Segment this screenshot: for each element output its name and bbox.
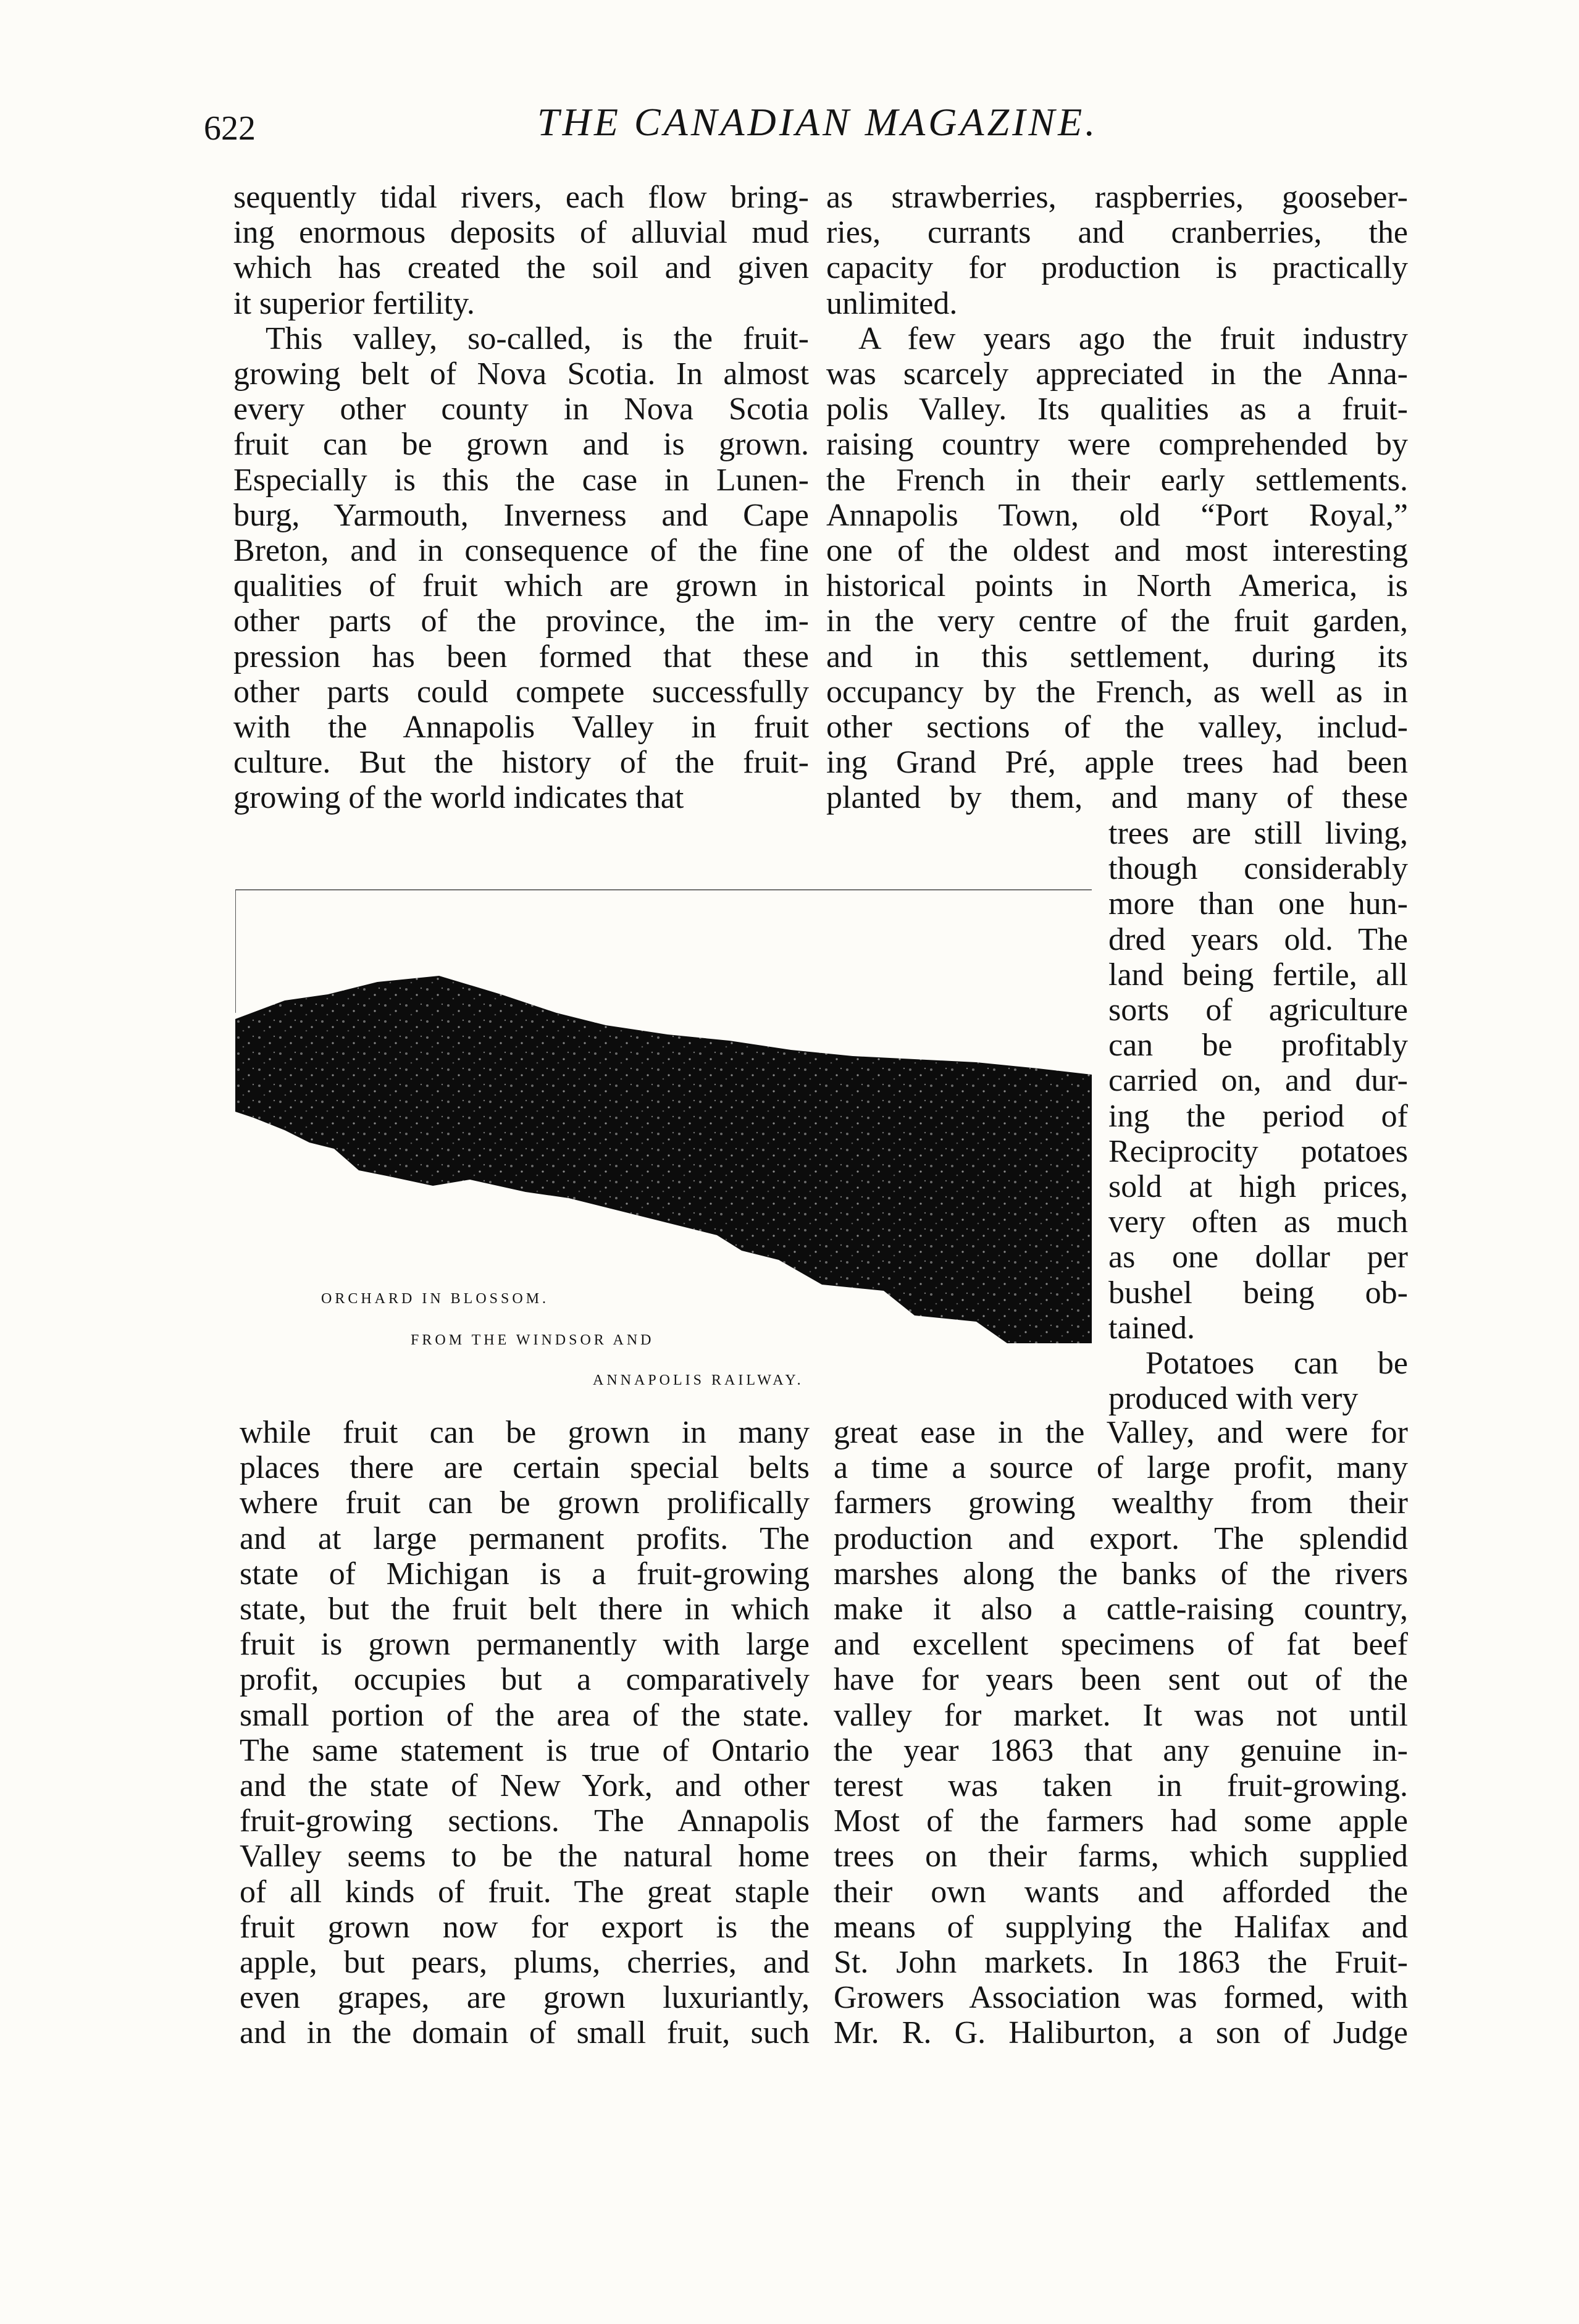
text-line: very often as much <box>1108 1204 1408 1240</box>
text-line: fruit can be grown and is grown. <box>233 427 809 463</box>
text-line: can be profitably <box>1108 1028 1408 1063</box>
text-line: was scarcely appreciated in the Anna- <box>826 356 1408 392</box>
text-line: as one dollar per <box>1108 1240 1408 1275</box>
text-line: St. John markets. In 1863 the Fruit- <box>834 1945 1408 1980</box>
text-line: the French in their early settlements. <box>826 462 1408 498</box>
text-line: Valley seems to be the natural home <box>240 1839 810 1874</box>
text-line: and in the domain of small fruit, such <box>240 2015 810 2051</box>
text-line: Breton, and in consequence of the fine <box>233 533 809 568</box>
text-line: This valley, so-called, is the fruit- <box>266 321 809 356</box>
text-line: one of the oldest and most interesting <box>826 533 1408 568</box>
text-line: of all kinds of fruit. The great staple <box>240 1874 810 1910</box>
text-line: Growers Association was formed, with <box>834 1980 1408 2016</box>
text-line: marshes along the banks of the rivers <box>834 1556 1408 1592</box>
page-number: 622 <box>204 109 256 148</box>
text-line: small portion of the area of the state. <box>240 1697 810 1733</box>
text-line: bushel being ob- <box>1108 1275 1408 1311</box>
text-line: other parts could compete successfully <box>233 674 809 710</box>
text-line: other sections of the valley, includ- <box>826 710 1408 745</box>
text-line: carried on, and dur- <box>1108 1063 1408 1099</box>
running-head: THE CANADIAN MAGAZINE. <box>537 100 1099 144</box>
text-line: trees are still living, <box>1108 816 1408 851</box>
text-line: apple, but pears, plums, cherries, and <box>240 1945 810 1980</box>
text-line: great ease in the Valley, and were for <box>834 1415 1408 1450</box>
text-line: and in this settlement, during its <box>826 639 1408 674</box>
text-line: growing belt of Nova Scotia. In almost <box>233 356 809 392</box>
text-line: even grapes, are grown luxuriantly, <box>240 1980 810 2016</box>
orchard-photo <box>235 889 1092 1343</box>
text-line: while fruit can be grown in many <box>240 1415 810 1450</box>
text-line: sequently tidal rivers, each flow bring- <box>233 180 809 215</box>
text-line: planted by them, and many of these <box>826 780 1408 816</box>
text-line: occupancy by the French, as well as in <box>826 674 1408 710</box>
text-line: fruit grown now for export is the <box>240 1909 810 1945</box>
text-line: and excellent specimens of fat beef <box>834 1627 1408 1663</box>
text-line: fruit-growing sections. The Annapolis <box>240 1803 810 1839</box>
text-line: culture. But the history of the fruit- <box>233 745 809 781</box>
text-line: state, but the fruit belt there in which <box>240 1592 810 1627</box>
figure-caption-credit: FROM THE WINDSOR AND <box>411 1332 655 1348</box>
text-line: sold at high prices, <box>1108 1169 1408 1204</box>
text-line: more than one hun- <box>1108 886 1408 922</box>
text-line: land being fertile, all <box>1108 957 1408 992</box>
text-line: places there are certain special belts <box>240 1450 810 1486</box>
text-line: state of Michigan is a fruit-growing <box>240 1556 810 1592</box>
text-line: profit, occupies but a comparatively <box>240 1662 810 1698</box>
text-line: Most of the farmers had some apple <box>834 1803 1408 1839</box>
text-line: Potatoes can be <box>1146 1346 1408 1381</box>
text-line: and at large permanent profits. The <box>240 1521 810 1556</box>
text-line: trees on their farms, which supplied <box>834 1839 1408 1874</box>
text-line: growing of the world indicates that <box>233 780 684 816</box>
text-line: where fruit can be grown prolifically <box>240 1485 810 1521</box>
text-line: burg, Yarmouth, Inverness and Cape <box>233 497 809 533</box>
text-line: and the state of New York, and other <box>240 1768 810 1803</box>
figure-caption-railway: ANNAPOLIS RAILWAY. <box>593 1372 804 1388</box>
text-line: terest was taken in fruit-growing. <box>834 1768 1408 1803</box>
text-line: production and export. The splendid <box>834 1521 1408 1556</box>
text-line: ries, currants and cranberries, the <box>826 215 1408 251</box>
text-line: have for years been sent out of the <box>834 1662 1408 1698</box>
text-line: sorts of agriculture <box>1108 992 1408 1028</box>
text-line: Mr. R. G. Haliburton, a son of Judge <box>834 2015 1408 2051</box>
text-line: unlimited. <box>826 285 958 321</box>
text-line: The same statement is true of Ontario <box>240 1732 810 1768</box>
text-line: dred years old. The <box>1108 921 1408 957</box>
text-line: tained. <box>1108 1310 1196 1346</box>
text-line: valley for market. It was not until <box>834 1697 1408 1733</box>
text-line: though considerably <box>1108 851 1408 887</box>
text-line: polis Valley. Its qualities as a fruit- <box>826 392 1408 427</box>
text-line: which has created the soil and given <box>233 250 809 286</box>
text-line: every other county in Nova Scotia <box>233 392 809 427</box>
text-line: a time a source of large profit, many <box>834 1450 1408 1486</box>
text-line: Especially is this the case in Lunen- <box>233 462 809 498</box>
text-line: fruit is grown permanently with large <box>240 1627 810 1663</box>
text-line: farmers growing wealthy from their <box>834 1485 1408 1521</box>
text-line: with the Annapolis Valley in fruit <box>233 710 809 745</box>
text-line: means of supplying the Halifax and <box>834 1909 1408 1945</box>
text-line: ing the period of <box>1108 1098 1408 1134</box>
text-line: it superior fertility. <box>233 285 475 321</box>
text-line: ing Grand Pré, apple trees had been <box>826 745 1408 781</box>
text-line: raising country were comprehended by <box>826 427 1408 463</box>
text-line: historical points in North America, is <box>826 568 1408 604</box>
text-line: in the very centre of the fruit garden, <box>826 603 1408 639</box>
text-line: make it also a cattle-raising country, <box>834 1592 1408 1627</box>
text-line: pression has been formed that these <box>233 639 809 674</box>
text-line: the year 1863 that any genuine in- <box>834 1732 1408 1768</box>
text-line: capacity for production is practically <box>826 250 1408 286</box>
text-line: Reciprocity potatoes <box>1108 1133 1408 1169</box>
text-line: A few years ago the fruit industry <box>858 321 1408 356</box>
text-line: qualities of fruit which are grown in <box>233 568 809 604</box>
text-line: produced with very <box>1108 1381 1359 1417</box>
text-line: other parts of the province, the im- <box>233 603 809 639</box>
text-line: Annapolis Town, old “Port Royal,” <box>826 497 1408 533</box>
text-line: as strawberries, raspberries, gooseber- <box>826 180 1408 215</box>
text-line: their own wants and afforded the <box>834 1874 1408 1910</box>
text-line: ing enormous deposits of alluvial mud <box>233 215 809 251</box>
figure-caption-title: ORCHARD IN BLOSSOM. <box>321 1291 550 1307</box>
